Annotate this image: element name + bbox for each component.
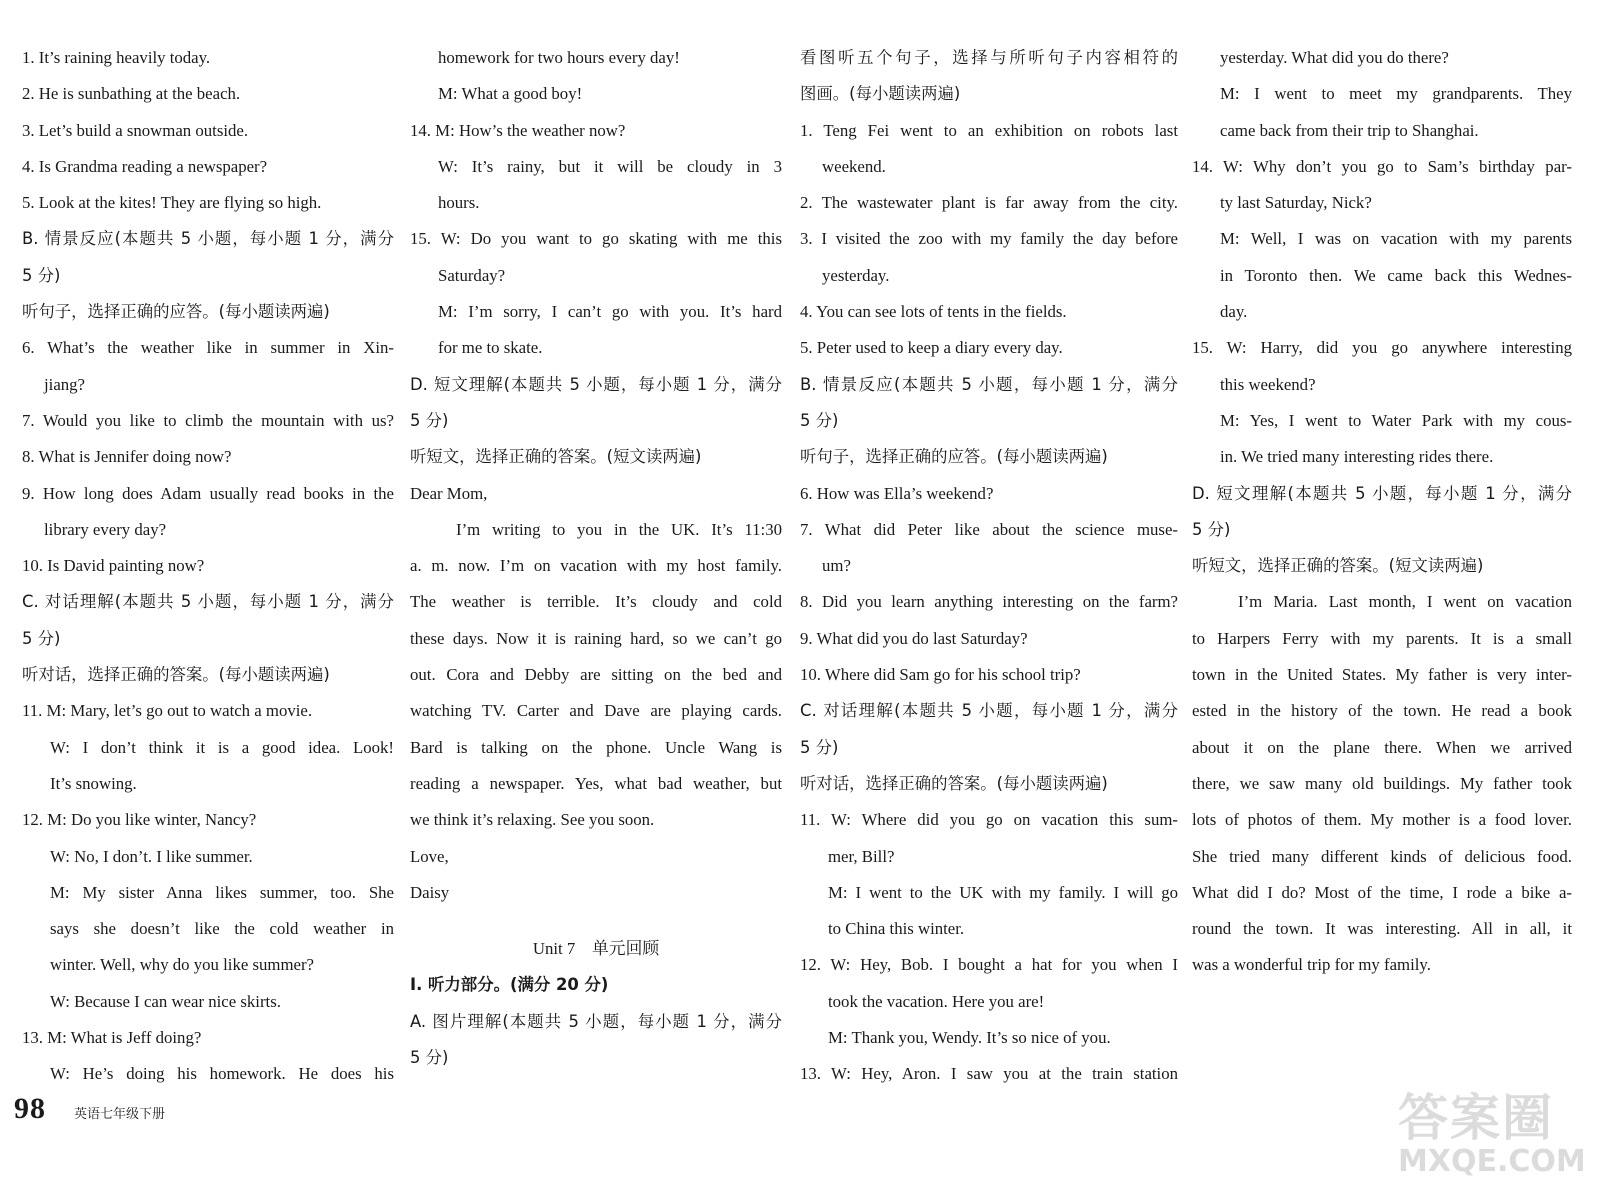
text-line: M: My sister Anna likes summer, too. She <box>50 882 394 902</box>
text-line: M: Well, I was on vacation with my parents <box>1220 229 1572 249</box>
watermark-logo <box>1398 1078 1598 1193</box>
text-line: round the town. It was interesting. All in all, it <box>1192 919 1572 939</box>
text-line: 听对话，选择正确的答案。(每小题读两遍) <box>22 665 330 685</box>
page-number: 98 <box>14 1092 46 1125</box>
text-line: winter. Well, why do you like summer? <box>50 955 315 975</box>
text-line: 听句子，选择正确的应答。(每小题读两遍) <box>22 302 330 322</box>
text-line: W: He’s doing his homework. He does his <box>50 1064 394 1084</box>
text-line: W: I don’t think it is a good idea. Look! <box>50 737 394 757</box>
text-line: The weather is terrible. It’s cloudy and cold <box>410 592 782 612</box>
text-line: B. 情景反应(本题共 5 小题，每小题 1 分，满分 <box>22 229 394 249</box>
text-line: Dear Mom, <box>410 483 488 503</box>
column-3 <box>800 40 1178 1093</box>
text-line: for me to skate. <box>438 338 543 358</box>
text-line: 3. I visited the zoo with my family the day before <box>800 229 1178 249</box>
text-line: yesterday. <box>822 265 890 285</box>
column-4 <box>1192 40 1572 984</box>
text-line: M: What a good boy! <box>438 84 583 104</box>
text-line: B. 情景反应(本题共 5 小题，每小题 1 分，满分 <box>800 374 1178 394</box>
text-line: M: I went to the UK with my family. I will go <box>828 882 1178 902</box>
text-line: W: It’s rainy, but it will be cloudy in 3 <box>438 156 782 176</box>
text-line: C. 对话理解(本题共 5 小题，每小题 1 分，满分 <box>800 701 1178 721</box>
text-line: D. 短文理解(本题共 5 小题，每小题 1 分，满分 <box>1192 483 1572 503</box>
column-1 <box>22 40 394 1093</box>
text-line: homework for two hours every day! <box>438 48 680 67</box>
text-line: 听短文，选择正确的答案。(短文读两遍) <box>1192 556 1484 576</box>
text-line: Unit 7 单元回顾 <box>532 939 660 959</box>
text-line: a. m. now. I’m on vacation with my host family. <box>410 556 782 576</box>
text-line: yesterday. What did you do there? <box>1220 48 1449 67</box>
text-line: 5 分) <box>22 265 61 285</box>
text-line: hours. <box>438 193 480 213</box>
text-line: Daisy <box>410 882 450 902</box>
text-line: town in the United States. My father is very inter- <box>1192 665 1572 685</box>
text-line: this weekend? <box>1220 374 1316 394</box>
text-line: 15. W: Harry, did you go anywhere interesting <box>1192 338 1572 358</box>
text-line: 听对话，选择正确的答案。(每小题读两遍) <box>800 773 1108 793</box>
text-line: 4. Is Grandma reading a newspaper? <box>22 156 268 176</box>
text-line: weekend. <box>822 156 886 176</box>
text-line: there, we saw many old buildings. My father took <box>1192 773 1572 793</box>
text-line: 13. M: What is Jeff doing? <box>22 1028 202 1048</box>
text-line: day. <box>1220 302 1248 322</box>
watermark-text: 答案圈 <box>1398 1089 1554 1147</box>
text-line: says she doesn’t like the cold weather in <box>50 919 394 939</box>
text-line: W: Because I can wear nice skirts. <box>50 991 281 1011</box>
text-line: 14. M: How’s the weather now? <box>410 120 626 140</box>
text-line: 5 分) <box>800 410 839 430</box>
text-line: jiang? <box>44 374 86 394</box>
text-line: mer, Bill? <box>828 846 895 866</box>
text-line: ty last Saturday, Nick? <box>1220 193 1372 213</box>
text-line: about it on the plane there. When we arrived <box>1192 737 1572 757</box>
text-line: 13. W: Hey, Aron. I saw you at the train station <box>800 1064 1178 1084</box>
text-line: Saturday? <box>438 265 506 285</box>
text-line: 5 分) <box>410 1048 449 1068</box>
text-line: 12. W: Hey, Bob. I bought a hat for you when I <box>800 955 1178 975</box>
page-footer <box>14 1092 165 1132</box>
text-line: 9. How long does Adam usually read books in the <box>22 483 394 503</box>
text-line: library every day? <box>44 519 167 539</box>
text-line: 12. M: Do you like winter, Nancy? <box>22 810 257 830</box>
text-line: It’s snowing. <box>50 773 137 793</box>
text-line: A. 图片理解(本题共 5 小题，每小题 1 分，满分 <box>410 1011 782 1031</box>
text-line: to China this winter. <box>828 919 965 939</box>
text-line: 11. M: Mary, let’s go out to watch a movie. <box>22 701 313 721</box>
text-line: D. 短文理解(本题共 5 小题，每小题 1 分，满分 <box>410 374 782 394</box>
column-2 <box>410 40 782 1076</box>
text-line: in. We tried many interesting rides there. <box>1220 447 1494 467</box>
text-line: out. Cora and Debby are sitting on the bed and <box>410 665 782 685</box>
text-line: 11. W: Where did you go on vacation this sum- <box>800 810 1178 830</box>
text-line: C. 对话理解(本题共 5 小题，每小题 1 分，满分 <box>22 592 394 612</box>
text-line: M: Yes, I went to Water Park with my cous- <box>1220 410 1572 430</box>
book-title: 英语七年级下册 <box>74 1107 166 1122</box>
text-line: M: I’m sorry, I can’t go with you. It’s hard <box>438 302 782 322</box>
text-line: to Harpers Ferry with my parents. It is a small <box>1192 628 1572 648</box>
text-line: 8. What is Jennifer doing now? <box>22 447 232 467</box>
text-line: 听句子，选择正确的应答。(每小题读两遍) <box>800 447 1108 467</box>
text-line: 7. Would you like to climb the mountain with us? <box>22 410 394 430</box>
text-line: 3. Let’s build a snowman outside. <box>22 120 249 140</box>
text-line: 9. What did you do last Saturday? <box>800 628 1028 648</box>
text-line: 听短文，选择正确的答案。(短文读两遍) <box>410 447 702 467</box>
text-line: Love, <box>410 846 449 866</box>
text-line: was a wonderful trip for my family. <box>1192 955 1431 975</box>
watermark-url: MXQE.COM <box>1398 1144 1586 1179</box>
text-line: 看图听五个句子，选择与所听句子内容相符的 <box>800 48 1178 67</box>
text-line: 1. It’s raining heavily today. <box>22 48 211 67</box>
text-line: we think it’s relaxing. See you soon. <box>410 810 655 830</box>
text-line: ested in the history of the town. He read a book <box>1192 701 1572 721</box>
text-line: I’m Maria. Last month, I went on vacation <box>1238 592 1572 612</box>
text-line: She tried many different kinds of delicious food. <box>1192 846 1572 866</box>
text-line: 7. What did Peter like about the science muse- <box>800 519 1178 539</box>
text-line: 6. What’s the weather like in summer in Xin- <box>22 338 394 358</box>
text-line: 图画。(每小题读两遍) <box>800 84 961 104</box>
text-line: reading a newspaper. Yes, what bad weather, but <box>410 773 782 793</box>
text-line: 10. Is David painting now? <box>22 556 205 576</box>
text-line: 2. The wastewater plant is far away from the city. <box>800 193 1178 213</box>
text-line: M: I went to meet my grandparents. They <box>1220 84 1572 104</box>
text-line: Bard is talking on the phone. Uncle Wang is <box>410 737 782 757</box>
text-line: 2. He is sunbathing at the beach. <box>22 84 241 104</box>
text-line: M: Thank you, Wendy. It’s so nice of you. <box>828 1028 1111 1048</box>
text-line: 5 分) <box>1192 519 1231 539</box>
text-line: 5. Peter used to keep a diary every day. <box>800 338 1063 358</box>
text-line: 5. Look at the kites! They are flying so high. <box>22 193 322 213</box>
text-line: What did I do? Most of the time, I rode a bike a- <box>1192 882 1572 902</box>
text-line: 8. Did you learn anything interesting on the farm? <box>800 592 1178 612</box>
text-line: came back from their trip to Shanghai. <box>1220 120 1479 140</box>
text-line: 10. Where did Sam go for his school trip? <box>800 665 1081 685</box>
text-line: um? <box>822 556 851 576</box>
text-line: 5 分) <box>800 737 839 757</box>
text-line: watching TV. Carter and Dave are playing cards. <box>410 701 782 721</box>
text-line: in Toronto then. We came back this Wednes- <box>1220 265 1572 285</box>
text-line: 14. W: Why don’t you go to Sam’s birthday par- <box>1192 156 1572 176</box>
text-line: 4. You can see lots of tents in the fields. <box>800 302 1067 322</box>
text-line: 6. How was Ella’s weekend? <box>800 483 994 503</box>
text-line: I’m writing to you in the UK. It’s 11:30 <box>456 519 782 539</box>
text-line: W: No, I don’t. I like summer. <box>50 846 253 866</box>
text-line: these days. Now it is raining hard, so we can’t go <box>410 628 782 648</box>
text-line: took the vacation. Here you are! <box>828 991 1045 1011</box>
text-line: Ⅰ. 听力部分。(满分 20 分) <box>410 975 609 995</box>
text-line: lots of photos of them. My mother is a food lover. <box>1192 810 1572 830</box>
text-line: 5 分) <box>22 628 61 648</box>
spacer <box>410 911 782 931</box>
text-line: 15. W: Do you want to go skating with me this <box>410 229 782 249</box>
text-line: 1. Teng Fei went to an exhibition on robots last <box>800 120 1178 140</box>
text-line: 5 分) <box>410 410 449 430</box>
